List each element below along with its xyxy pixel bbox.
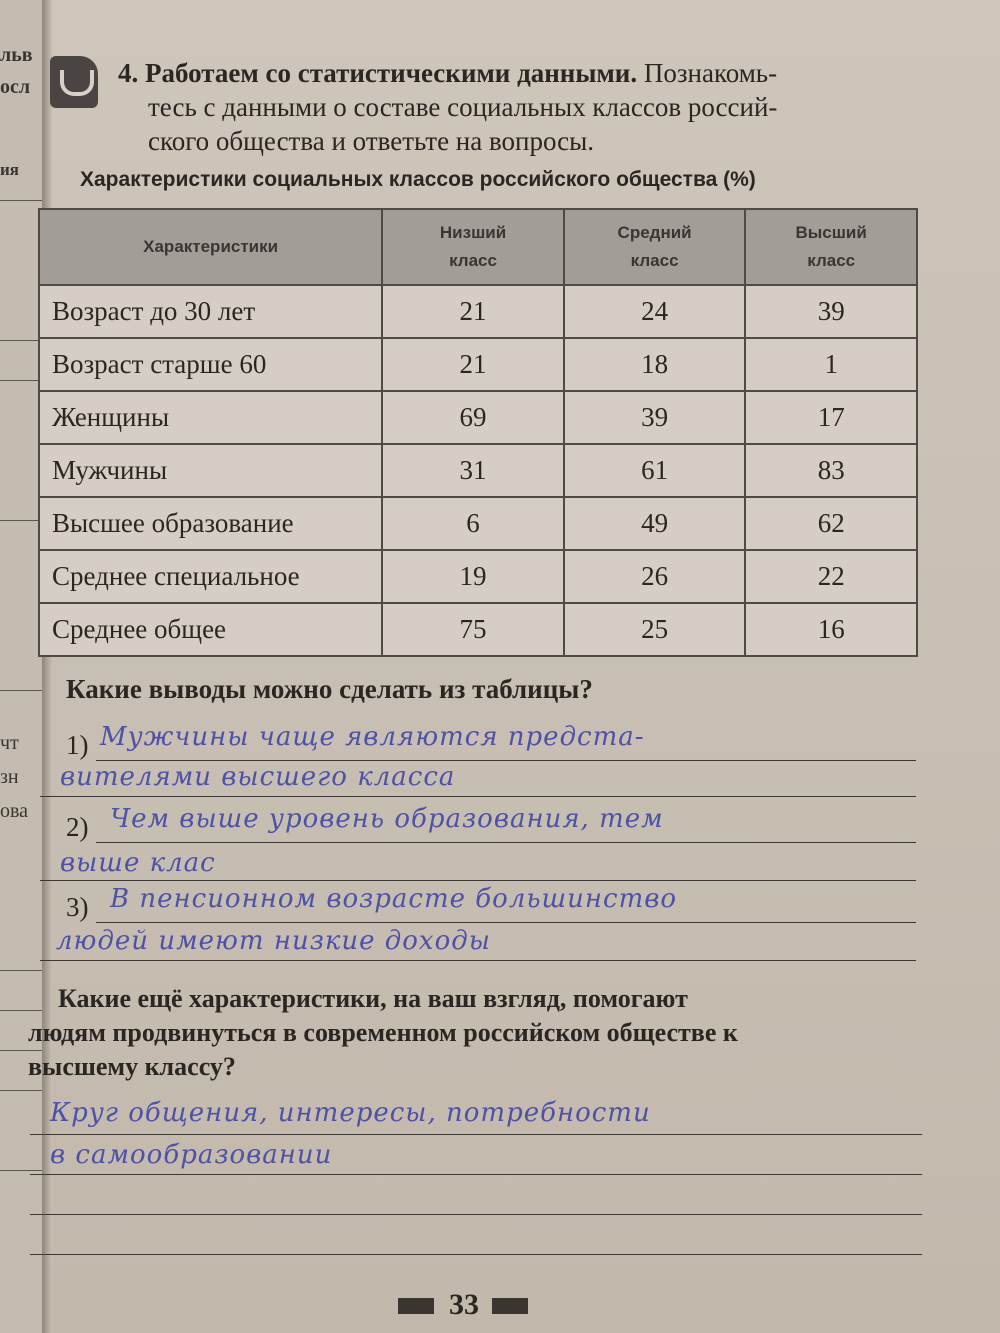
- statistics-table: [38, 208, 918, 657]
- table-cell: 16: [745, 603, 917, 656]
- row-label: Возраст старше 60: [39, 338, 382, 391]
- answer-number: 1): [66, 730, 89, 760]
- left-page-fragment: ова: [0, 800, 29, 822]
- answer-number: 3): [66, 892, 89, 922]
- table-cell: 17: [745, 391, 917, 444]
- handwritten-answer: Круг общения, интересы, потребности: [50, 1098, 651, 1128]
- table-title: Характеристики социальных классов российского общества (%): [80, 168, 756, 191]
- task-icon: [50, 56, 98, 108]
- handwritten-answer: В пенсионном возрасте большинство: [110, 884, 678, 914]
- row-label: Высшее образование: [39, 497, 382, 550]
- handwritten-answer: в самообразовании: [50, 1140, 333, 1170]
- table-cell: 49: [564, 497, 746, 550]
- question-conclusions: Какие выводы можно сделать из таблицы?: [66, 674, 593, 704]
- row-label: Женщины: [39, 391, 382, 444]
- table-row: [39, 391, 917, 444]
- question-characteristics: высшему классу?: [28, 1052, 236, 1081]
- answer-line: [30, 1174, 922, 1175]
- column-header: Средний класс: [564, 209, 746, 285]
- left-page-fragment: ия: [0, 160, 19, 179]
- task-heading: Работаем со статистическими данными.: [145, 58, 638, 88]
- left-page-fragment: чт: [0, 732, 19, 754]
- task-instruction: [118, 56, 928, 158]
- table-row: [39, 603, 917, 656]
- question-characteristics: Какие ещё характеристики, на ваш взгляд, помогают: [58, 984, 688, 1013]
- table-cell: 26: [564, 550, 746, 603]
- table-cell: 18: [564, 338, 746, 391]
- table-header-row: [39, 209, 917, 285]
- answer-line: [30, 1254, 922, 1255]
- table-cell: 69: [382, 391, 564, 444]
- page-footer: [0, 1288, 1000, 1328]
- answer-line: [40, 880, 916, 881]
- table-cell: 1: [745, 338, 917, 391]
- table-cell: 61: [564, 444, 746, 497]
- table-cell: 21: [382, 338, 564, 391]
- row-label: Мужчины: [39, 444, 382, 497]
- table-cell: 24: [564, 285, 746, 338]
- answer-line: [30, 1134, 922, 1135]
- row-label: Среднее общее: [39, 603, 382, 656]
- row-label: Среднее специальное: [39, 550, 382, 603]
- handwritten-answer: выше клас: [60, 848, 216, 878]
- answer-line: [40, 960, 916, 961]
- table-cell: 75: [382, 603, 564, 656]
- task-text-line: ского общества и ответьте на вопросы.: [148, 126, 595, 156]
- page-number-bar-right: [492, 1298, 528, 1314]
- column-header: Высший класс: [745, 209, 917, 285]
- table-cell: 39: [564, 391, 746, 444]
- answer-line: [96, 922, 916, 923]
- task-text-line: Познакомь-: [643, 58, 778, 88]
- table-cell: 21: [382, 285, 564, 338]
- column-header: Низший класс: [382, 209, 564, 285]
- handwritten-answer: людей имеют низкие доходы: [56, 926, 491, 956]
- table-cell: 31: [382, 444, 564, 497]
- row-label: Возраст до 30 лет: [39, 285, 382, 338]
- table-cell: 62: [745, 497, 917, 550]
- task-number: 4.: [118, 58, 139, 88]
- answer-line: [40, 796, 916, 797]
- answer-number: 2): [66, 812, 89, 842]
- answer-line: [96, 842, 916, 843]
- table-cell: 19: [382, 550, 564, 603]
- table-row: [39, 497, 917, 550]
- table-cell: 39: [745, 285, 917, 338]
- page-number-bar-left: [398, 1298, 434, 1314]
- left-page-fragment: льв: [0, 44, 33, 66]
- question-characteristics: людям продвинуться в современном российском обществе к: [28, 1018, 738, 1047]
- page-number: 33: [449, 1288, 479, 1321]
- handwritten-answer: вителями высшего класса: [60, 762, 456, 792]
- column-header: Характеристики: [39, 209, 382, 285]
- left-page-fragment: осл: [0, 76, 31, 98]
- table-cell: 83: [745, 444, 917, 497]
- table-row: [39, 444, 917, 497]
- table-cell: 22: [745, 550, 917, 603]
- handwritten-answer: Чем выше уровень образования, тем: [110, 804, 664, 834]
- table-row: [39, 285, 917, 338]
- table-cell: 25: [564, 603, 746, 656]
- handwritten-answer: Мужчины чаще являются предста-: [100, 722, 645, 752]
- table-row: [39, 338, 917, 391]
- table-row: [39, 550, 917, 603]
- answer-line: [96, 760, 916, 761]
- left-page-fragment: зн: [0, 766, 19, 788]
- task-text-line: тесь с данными о составе социальных классов россий-: [148, 92, 778, 122]
- table-cell: 6: [382, 497, 564, 550]
- answer-line: [30, 1214, 922, 1215]
